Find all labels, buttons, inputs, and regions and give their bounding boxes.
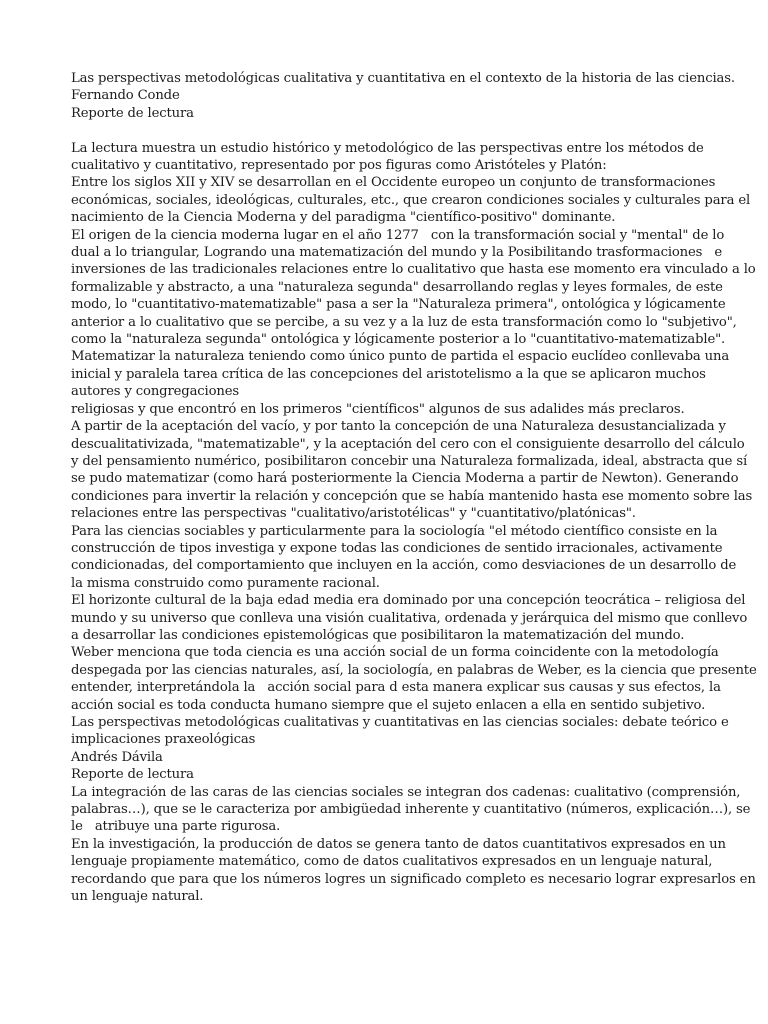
text-line: económicas, sociales, ideológicas, culturales, etc., que crearon condiciones sociales y culturales para el: [71, 192, 751, 208]
text-line: cualitativo y cuantitativo, representado por pos figuras como Aristóteles y Platón:: [71, 158, 607, 174]
text-line: nacimiento de la Ciencia Moderna y del paradigma "científico-positivo" dominante.: [71, 210, 616, 226]
text-line: recordando que para que los números logres un significado completo es necesario lograr expresarlos en: [71, 871, 756, 887]
text-line: palabras…), que se le caracteriza por ambigüedad inherente y cuantitativo (números, explicación…), se: [71, 802, 751, 818]
author-name: Fernando Conde: [71, 88, 180, 104]
text-line: Para las ciencias sociables y particularmente para la sociología "el método científico consiste en la: [71, 523, 718, 539]
text-line: La lectura muestra un estudio histórico y metodológico de las perspectivas entre los métodos de: [71, 140, 704, 156]
document-body: [71, 140, 757, 906]
text-line: inversiones de las tradicionales relaciones entre lo cualitativo que hasta ese momento era vinculado a lo: [71, 262, 756, 278]
text-line: condicionadas, del comportamiento que incluyen en la acción, como desviaciones de un desarrollo de: [71, 558, 737, 574]
text-line: se pudo matematizar (como hará posteriormente la Ciencia Moderna a partir de Newton). Generando: [71, 471, 739, 487]
text-line: Weber menciona que toda ciencia es una acción social de un forma coincidente con la metodología: [71, 645, 719, 661]
text-line: construcción de tipos investiga y expone todas las condiciones de sentido irracionales, activamente: [71, 540, 723, 556]
text-line: En la investigación, la producción de datos se genera tanto de datos cuantitativos expresados en un: [71, 836, 726, 852]
document-header: [71, 70, 735, 122]
text-line: Matematizar la naturaleza teniendo como único punto de partida el espacio euclídeo conllevaba una: [71, 349, 730, 365]
text-line: descualitativizada, "matematizable", y la aceptación del cero con el consiguiente desarrollo del cálculo: [71, 436, 745, 452]
text-line: La integración de las caras de las ciencias sociales se integran dos cadenas: cualitativo (comprensión,: [71, 784, 741, 800]
text-line: inicial y paralela tarea crítica de las concepciones del aristotelismo a la que se aplicaron muchos: [71, 366, 706, 382]
text-line: condiciones para invertir la relación y concepción que se había mantenido hasta ese momento sobre las: [71, 488, 753, 504]
text-line: El horizonte cultural de la baja edad media era dominado por una concepción teocrática – religiosa del: [71, 593, 746, 609]
text-line: lenguaje propiamente matemático, como de datos cualitativos expresados en un lenguaje natural,: [71, 854, 713, 870]
text-line: religiosas y que encontró en los primeros "científicos" algunos de sus adalides más preclaros.: [71, 401, 685, 417]
text-line: formalizable y abstracto, a una "naturaleza segunda" desarrollando reglas y leyes formales, de este: [71, 279, 723, 295]
text-line: y del pensamiento numérico, posibilitaron concebir una Naturaleza formalizada, ideal, abstracta que sí: [71, 453, 748, 469]
text-line: como la "naturaleza segunda" ontológica y lógicamente posterior a lo "cuantitativo-matematizable".: [71, 332, 726, 348]
document-page: [71, 70, 757, 905]
text-line: dual a lo triangular, Logrando una matematización del mundo y la Posibilitando trasformaciones e: [71, 245, 723, 261]
text-line: A partir de la aceptación del vacío, y por tanto la concepción de una Naturaleza desustancializada y: [71, 419, 726, 435]
text-line: acción social es toda conducta humano siempre que el sujeto enlacen a ella en sentido subjetivo.: [71, 697, 706, 713]
text-line: anterior a lo cualitativo que se percibe, a su vez y a la luz de esta transformación como lo "subjetivo",: [71, 314, 737, 330]
text-line: Entre los siglos XII y XIV se desarrollan en el Occidente europeo un conjunto de transformaciones: [71, 175, 716, 191]
paragraph-gap: [71, 122, 707, 139]
section-subtitle: Reporte de lectura: [71, 767, 194, 783]
text-line: un lenguaje natural.: [71, 889, 204, 905]
text-line: le atribuye una parte rigurosa.: [71, 819, 281, 835]
text-line: entender, interpretándola la acción social para d esta manera explicar sus causas y sus efectos, la: [71, 680, 721, 696]
text-line: modo, lo "cuantitativo-matematizable" pasa a ser la "Naturaleza primera", ontológica y lógicamente: [71, 297, 726, 313]
text-line: la misma construido como puramente racional.: [71, 575, 380, 591]
text-line: despegada por las ciencias naturales, así, la sociología, en palabras de Weber, es la ciencia que presente: [71, 662, 757, 678]
text-line: mundo y su universo que conlleva una visión cualitativa, ordenada y jerárquica del mismo que conllevo: [71, 610, 748, 626]
text-line: autores y congregaciones: [71, 384, 239, 400]
text-line: El origen de la ciencia moderna lugar en el año 1277 con la transformación social y "mental" de lo: [71, 227, 725, 243]
text-line: a desarrollar las condiciones epistemológicas que posibilitaron la matematización del mundo.: [71, 627, 685, 643]
text-line: relaciones entre las perspectivas "cualitativo/aristotélicas" y "cuantitativo/platónicas".: [71, 506, 636, 522]
author-name: Andrés Dávila: [71, 749, 163, 765]
document-title: Las perspectivas metodológicas cualitativa y cuantitativa en el contexto de la historia de las ciencias.: [71, 71, 735, 86]
document-subtitle: Reporte de lectura: [71, 105, 194, 121]
section-title: implicaciones praxeológicas: [71, 732, 256, 748]
section-title: Las perspectivas metodológicas cualitativas y cuantitativas en las ciencias sociales: debate teórico e: [71, 715, 729, 731]
